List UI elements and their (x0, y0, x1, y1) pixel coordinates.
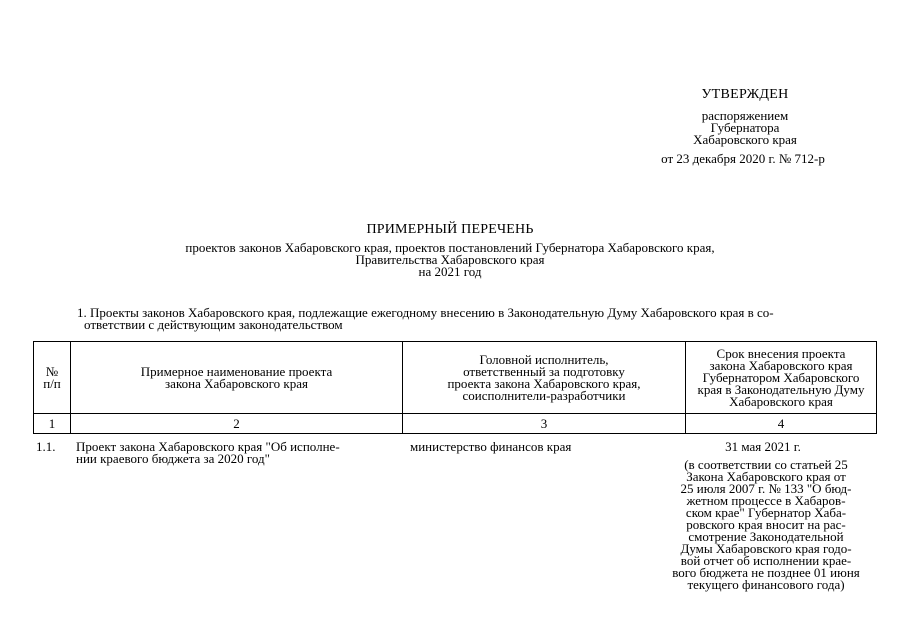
header-text: Головной исполнитель, (479, 351, 609, 367)
column-number: 1 (34, 414, 71, 434)
header-text: проекта закона Хабаровского края, (447, 375, 641, 391)
column-number: 3 (403, 414, 686, 434)
note-line: (в соответствии со статьей 25 (684, 457, 848, 472)
approval-title: УТВЕРЖДЕН (701, 87, 789, 102)
subtitle-line: Правительства Хабаровского края (355, 252, 545, 267)
section-line: ответствии с действующим законодательством (84, 317, 343, 332)
header-text: соисполнители-разработчики (462, 387, 626, 403)
note-line: Думы Хабаровского края годо- (680, 541, 852, 556)
approval-line: Хабаровского края (693, 132, 797, 147)
section-heading (77, 307, 877, 331)
header-cell-name (71, 342, 403, 414)
header-text: Хабаровского края (729, 393, 833, 409)
column-number-row (34, 414, 877, 434)
header-text: Губернатором Хабаровского (702, 369, 860, 385)
header-table (33, 341, 877, 434)
approval-line: распоряжением (701, 108, 789, 123)
header-text: края в Законодательную Думу (697, 381, 865, 397)
note-line: ровского края вносит на рас- (686, 517, 846, 532)
table-header-row (34, 342, 877, 414)
header-cell-executor (403, 342, 686, 414)
approval-block (640, 89, 860, 165)
approval-line: Губернатора (710, 120, 780, 135)
header-cell-deadline (686, 342, 877, 414)
note-line: ском крае" Губернатор Хаба- (685, 505, 847, 520)
approval-date: от 23 декабря 2020 г. № 712-р (661, 151, 825, 166)
row-deadline: 31 мая 2021 г. (725, 439, 801, 454)
row-name-line: нии краевого бюджета за 2020 год" (76, 451, 270, 466)
header-text: закона Хабаровского края (165, 375, 308, 391)
header-text: Срок внесения проекта (716, 345, 846, 361)
note-line: текущего финансового года) (687, 577, 845, 592)
header-text: № (45, 363, 59, 379)
header-text: ответственный за подготовку (463, 363, 625, 379)
header-cell-number (34, 342, 71, 414)
row-name-line: Проект закона Хабаровского края "Об исполне- (76, 439, 340, 454)
column-number: 2 (71, 414, 403, 434)
document-subtitle (130, 242, 770, 278)
header-text: п/п (43, 375, 61, 391)
subtitle-line: на 2021 год (418, 264, 482, 279)
subtitle-line: проектов законов Хабаровского края, проектов постановлений Губернатора Хабаровского края, (185, 240, 715, 255)
column-number: 4 (686, 414, 877, 434)
header-text: Примерное наименование проекта (140, 363, 333, 379)
note-line: Закона Хабаровского края от (686, 469, 846, 484)
note-line: 25 июля 2007 г. № 133 "О бюд- (680, 481, 852, 496)
row-deadline-note (655, 459, 877, 591)
note-line: вого бюджета не позднее 01 июня (672, 565, 860, 580)
row-name (76, 441, 396, 465)
approval-authority (630, 110, 860, 146)
document-title: ПРИМЕРНЫЙ ПЕРЕЧЕНЬ (366, 222, 534, 237)
section-line: 1. Проекты законов Хабаровского края, подлежащие ежегодному внесению в Законодательную Думу Хабаровского края в со- (77, 305, 774, 320)
header-text: закона Хабаровского края (709, 357, 853, 373)
row-executor: министерство финансов края (410, 439, 572, 454)
row-number: 1.1. (36, 439, 56, 454)
note-line: жетном процессе в Хабаров- (686, 493, 846, 508)
note-line: вой отчет об исполнении крае- (680, 553, 852, 568)
note-line: смотрение Законодательной (688, 529, 844, 544)
